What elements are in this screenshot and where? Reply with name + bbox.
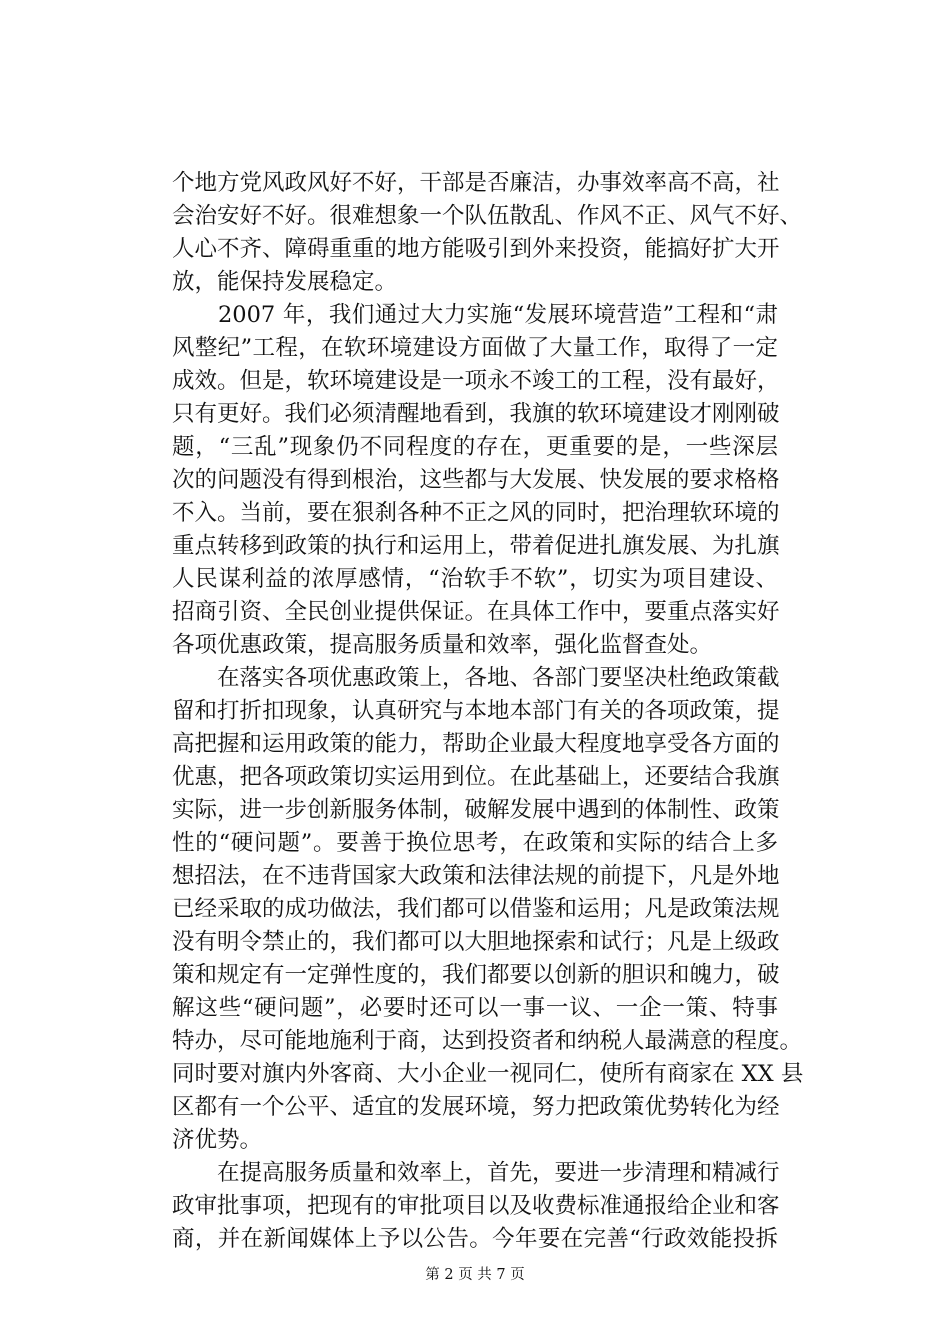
- text-line: 招商引资、全民创业提供保证。在具体工作中，要重点落实好: [172, 599, 780, 625]
- text-line: 放，能保持发展稳定。: [172, 269, 398, 295]
- text-line: 优惠，把各项政策切实运用到位。在此基础上，还要结合我旗: [172, 764, 780, 790]
- text-line: 题，“三乱”现象仍不同程度的存在，更重要的是，一些深层: [172, 434, 778, 460]
- text-line: 不入。当前，要在狠刹各种不正之风的同时，把治理软环境的: [172, 500, 780, 526]
- text-line: 重点转移到政策的执行和运用上，带着促进扎旗发展、为扎旗: [172, 533, 780, 559]
- text-line: 已经采取的成功做法，我们都可以借鉴和运用；凡是政策法规: [172, 896, 780, 922]
- text-line: 解这些“硬问题”，必要时还可以一事一议、一企一策、特事: [172, 995, 778, 1021]
- text-line: 特办，尽可能地施利于商，达到投资者和纳税人最满意的程度。: [172, 1028, 803, 1054]
- paragraph: [172, 1157, 778, 1256]
- text-line: 商，并在新闻媒体上予以公告。今年要在完善“行政效能投拆: [172, 1226, 778, 1252]
- text-line: 政审批事项，把现有的审批项目以及收费标准通报给企业和客: [172, 1193, 780, 1219]
- text-line: 会治安好不好。很难想象一个队伍散乱、作风不正、风气不好、: [172, 203, 803, 229]
- text-line: 留和打折扣现象，认真研究与本地本部门有关的各项政策，提: [172, 698, 780, 724]
- text-line: 次的问题没有得到根治，这些都与大发展、快发展的要求格格: [172, 467, 780, 493]
- text-line: 在提高服务质量和效率上，首先，要进一步清理和精减行: [172, 1160, 780, 1186]
- text-line: 高把握和运用政策的能力，帮助企业最大程度地享受各方面的: [172, 731, 780, 757]
- text-line: 没有明令禁止的，我们都可以大胆地探索和试行；凡是上级政: [172, 929, 780, 955]
- text-line: 风整纪”工程，在软环境建设方面做了大量工作，取得了一定: [172, 335, 778, 361]
- paragraph: [172, 299, 778, 662]
- text-line: 个地方党风政风好不好，干部是否廉洁，办事效率高不高，社: [172, 170, 780, 196]
- text-line: 实际，进一步创新服务体制，破解发展中遇到的体制性、政策: [172, 797, 780, 823]
- text-line: 人心不齐、障碍重重的地方能吸引到外来投资，能搞好扩大开: [172, 236, 780, 262]
- page-footer: 第 2 页 共 7 页: [425, 1267, 525, 1283]
- text-line: 性的“硬问题”。要善于换位思考，在政策和实际的结合上多: [172, 830, 778, 856]
- text-line: 想招法，在不违背国家大政策和法律法规的前提下，凡是外地: [172, 863, 780, 889]
- text-line: 同时要对旗内外客商、大小企业一视同仁，使所有商家在 XX 县: [172, 1061, 804, 1087]
- text-line: 在落实各项优惠政策上，各地、各部门要坚决杜绝政策截: [172, 665, 780, 691]
- text-line: 策和规定有一定弹性度的，我们都要以创新的胆识和魄力，破: [172, 962, 780, 988]
- text-line: 只有更好。我们必须清醒地看到，我旗的软环境建设才刚刚破: [172, 401, 780, 427]
- paragraph: [172, 662, 804, 1157]
- text-line: 2007 年，我们通过大力实施“发展环境营造”工程和“肃: [172, 302, 778, 328]
- text-line: 成效。但是，软环境建设是一项永不竣工的工程，没有最好，: [172, 368, 780, 394]
- body-text: [172, 167, 804, 1256]
- text-line: 区都有一个公平、适宜的发展环境，努力把政策优势转化为经: [172, 1094, 780, 1120]
- text-line: 济优势。: [172, 1127, 263, 1153]
- text-line: 人民谋利益的浓厚感情，“治软手不软”，切实为项目建设、: [172, 566, 778, 592]
- paragraph: [172, 167, 803, 299]
- text-line: 各项优惠政策，提高服务质量和效率，强化监督查处。: [172, 632, 713, 658]
